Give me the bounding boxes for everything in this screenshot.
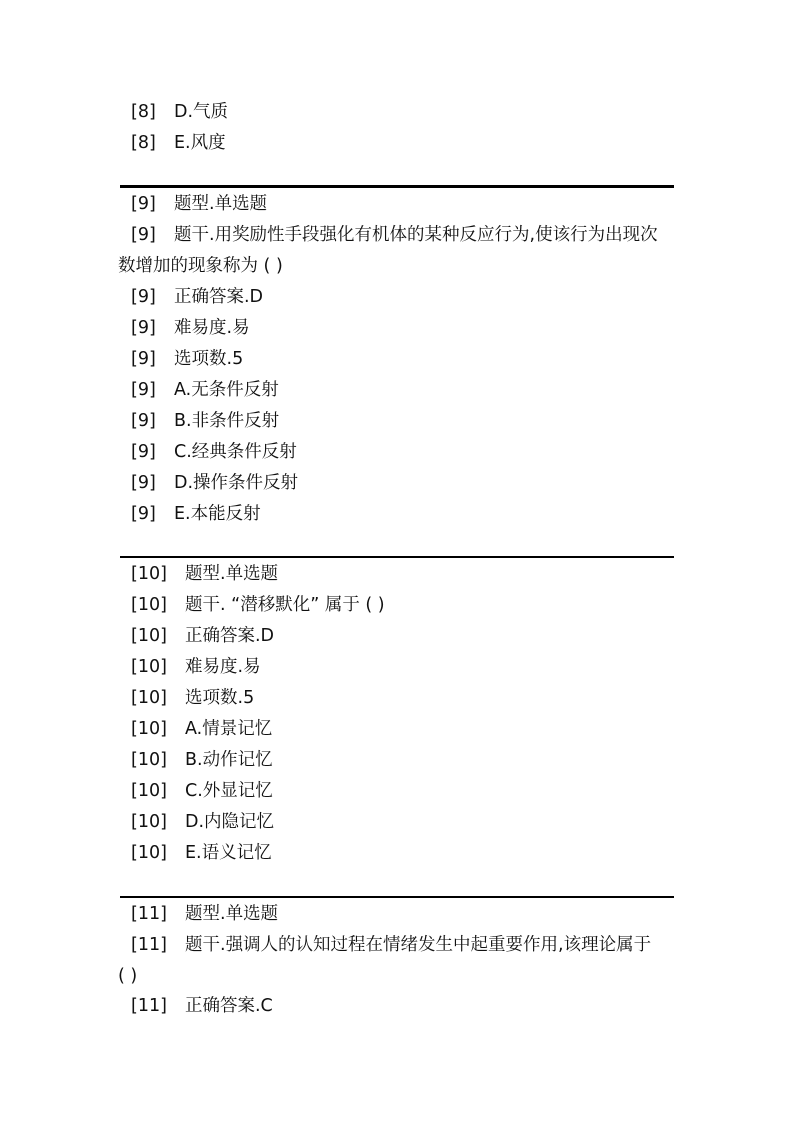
q9-tag: [9] <box>131 411 156 431</box>
q11-tag: [11] <box>131 935 167 955</box>
q10-option-c <box>131 776 273 807</box>
q10-line-text: C.外显记忆 <box>185 781 273 801</box>
q10-option-a <box>131 714 272 745</box>
q9-option-b <box>131 406 279 437</box>
q10-line-text: D.内隐记忆 <box>185 812 275 832</box>
q10-tag: [10] <box>131 564 167 584</box>
q11-type <box>131 899 278 930</box>
q9-type <box>131 189 267 220</box>
q11-line-text: 题型.单选题 <box>185 904 279 924</box>
q11-stem <box>131 930 651 961</box>
q10-difficulty <box>131 652 261 683</box>
section-divider <box>120 896 674 898</box>
section-divider <box>120 185 674 188</box>
q11-answer <box>131 991 273 1022</box>
q9-stem-continuation: 数增加的现象称为 ( ) <box>118 256 283 276</box>
q10-tag: [10] <box>131 595 167 615</box>
q10-tag: [10] <box>131 657 167 677</box>
q11-tag: [11] <box>131 996 167 1016</box>
q10-stem <box>131 590 385 621</box>
q9-tag: [9] <box>131 380 156 400</box>
q11-tag: [11] <box>131 904 167 924</box>
q10-option-d <box>131 807 274 838</box>
q9-tag: [9] <box>131 349 156 369</box>
q9-line-text: A.无条件反射 <box>174 380 279 400</box>
q9-option-count <box>131 344 243 375</box>
q9-tag: [9] <box>131 504 156 524</box>
q10-tag: [10] <box>131 812 167 832</box>
q9-line-text: E.本能反射 <box>174 504 261 524</box>
q9-tag: [9] <box>131 287 156 307</box>
q10-line-text: 选项数.5 <box>185 688 255 708</box>
q10-answer <box>131 621 274 652</box>
q10-tag: [10] <box>131 626 167 646</box>
q11-line-text: 正确答案.C <box>185 996 273 1016</box>
q10-tag: [10] <box>131 750 167 770</box>
q8-tag: [8] <box>131 102 156 122</box>
q9-answer <box>131 282 263 313</box>
q10-tag: [10] <box>131 719 167 739</box>
q8-line-text: D.气质 <box>174 102 229 122</box>
q8-line-text: E.风度 <box>174 133 226 153</box>
q9-tag: [9] <box>131 442 156 462</box>
q10-line-text: 正确答案.D <box>185 626 275 646</box>
q10-tag: [10] <box>131 843 167 863</box>
q10-type <box>131 559 278 590</box>
q9-option-a <box>131 375 279 406</box>
q10-tag: [10] <box>131 688 167 708</box>
q8-tag: [8] <box>131 133 156 153</box>
q10-line-text: B.动作记忆 <box>185 750 273 770</box>
section-divider <box>120 556 674 558</box>
q10-line-text: 题干. “潜移默化” 属于 ( ) <box>185 595 385 615</box>
q10-line-text: 题型.单选题 <box>185 564 279 584</box>
q11-stem-continuation: ( ) <box>118 966 138 986</box>
q9-line-text: 难易度.易 <box>174 318 250 338</box>
q8-option-e <box>131 128 226 159</box>
q9-stem <box>131 220 658 251</box>
q11-line-text: 题干.强调人的认知过程在情绪发生中起重要作用,该理论属于 <box>185 935 652 955</box>
q9-tag: [9] <box>131 194 156 214</box>
q9-line-text: 选项数.5 <box>174 349 244 369</box>
q10-line-text: 难易度.易 <box>185 657 261 677</box>
q9-option-e <box>131 499 261 530</box>
q9-difficulty <box>131 313 250 344</box>
q10-option-e <box>131 838 272 869</box>
q9-option-c <box>131 437 297 468</box>
q9-tag: [9] <box>131 318 156 338</box>
q10-tag: [10] <box>131 781 167 801</box>
q8-option-d <box>131 97 228 128</box>
q9-tag: [9] <box>131 225 156 245</box>
q9-tag: [9] <box>131 473 156 493</box>
q10-line-text: A.情景记忆 <box>185 719 273 739</box>
q9-line-text: 题干.用奖励性手段强化有机体的某种反应行为,使该行为出现次 <box>174 225 658 245</box>
q9-line-text: B.非条件反射 <box>174 411 280 431</box>
q10-line-text: E.语义记忆 <box>185 843 272 863</box>
q9-line-text: 正确答案.D <box>174 287 264 307</box>
q9-line-text: 题型.单选题 <box>174 194 268 214</box>
q10-option-count <box>131 683 254 714</box>
q9-option-d <box>131 468 298 499</box>
q10-option-b <box>131 745 273 776</box>
q9-line-text: C.经典条件反射 <box>174 442 297 462</box>
q9-line-text: D.操作条件反射 <box>174 473 299 493</box>
